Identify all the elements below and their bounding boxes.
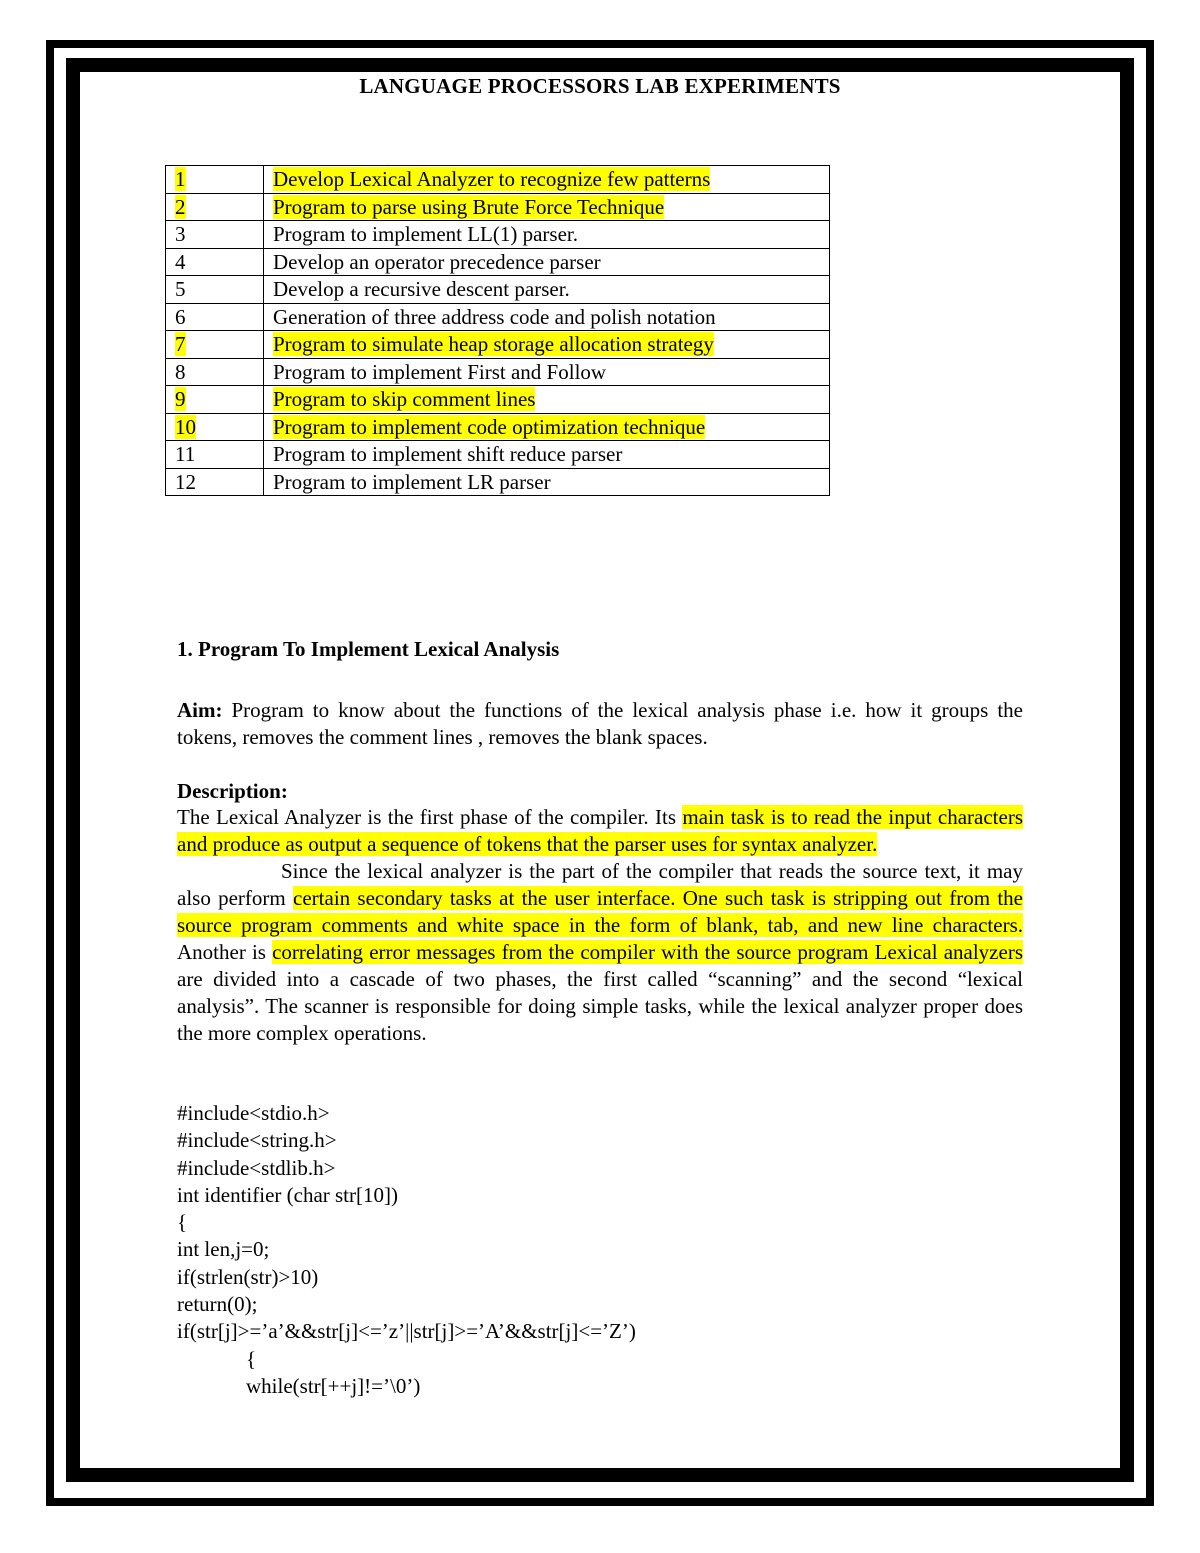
experiment-title-cell xyxy=(264,331,830,359)
experiment-number-cell xyxy=(166,413,264,441)
code-line: return(0); xyxy=(177,1292,258,1317)
experiment-title: Program to skip comment lines xyxy=(273,387,536,412)
experiment-title-cell xyxy=(264,193,830,221)
document-title: LANGUAGE PROCESSORS LAB EXPERIMENTS xyxy=(359,74,841,98)
experiment-title-cell xyxy=(264,303,830,331)
experiment-number: 3 xyxy=(175,222,186,247)
experiment-number-cell xyxy=(166,358,264,386)
code-line: int len,j=0; xyxy=(177,1237,270,1262)
table-row xyxy=(166,358,830,386)
experiment-title-cell xyxy=(264,276,830,304)
experiment-number: 8 xyxy=(175,359,186,384)
experiment-number: 2 xyxy=(175,194,186,219)
code-line: { xyxy=(177,1210,188,1235)
experiment-number-cell xyxy=(166,248,264,276)
experiment-number-cell xyxy=(166,303,264,331)
table-row xyxy=(166,386,830,414)
experiment-number-cell xyxy=(166,221,264,249)
aim-text: Program to know about the functions of the lexical analysis phase i.e. how it groups the tokens, removes the comment lines , removes the blank spaces. xyxy=(177,698,1023,749)
experiment-title-cell xyxy=(264,166,830,194)
experiment-number: 9 xyxy=(175,387,186,412)
experiment-title: Program to parse using Brute Force Technique xyxy=(273,194,665,219)
table-row xyxy=(166,221,830,249)
table-row xyxy=(166,248,830,276)
aim-paragraph xyxy=(177,697,1023,751)
code-line: if(str[j]>=’a’&&str[j]<=’z’||str[j]>=’A’&&str[j]<=’Z’) xyxy=(177,1319,636,1344)
table-row xyxy=(166,413,830,441)
experiment-number: 5 xyxy=(175,277,186,302)
text-run: The Lexical Analyzer is the first phase of the compiler. Its xyxy=(177,805,683,829)
description-body xyxy=(177,804,1023,1047)
code-line: #include<string.h> xyxy=(177,1128,337,1153)
experiment-number: 10 xyxy=(175,414,196,439)
highlighted-text: certain secondary tasks at the user interface. One such task is stripping out from the source program comments and white space in the form of blank, tab, and new line characters. xyxy=(177,886,1023,937)
experiment-number-cell xyxy=(166,441,264,469)
code-listing xyxy=(177,1100,636,1400)
experiment-number: 11 xyxy=(175,442,196,467)
experiment-title: Program to implement First and Follow xyxy=(273,359,607,384)
experiments-table xyxy=(165,165,830,496)
experiment-number-cell xyxy=(166,386,264,414)
experiment-title: Program to implement shift reduce parser xyxy=(273,442,623,467)
code-line: #include<stdlib.h> xyxy=(177,1155,336,1180)
experiment-title-cell xyxy=(264,413,830,441)
experiment-title: Generation of three address code and polish notation xyxy=(273,304,716,329)
experiment-title: Develop an operator precedence parser xyxy=(273,249,601,274)
experiment-title-cell xyxy=(264,221,830,249)
table-row xyxy=(166,166,830,194)
experiment-title: Develop Lexical Analyzer to recognize few patterns xyxy=(273,167,711,192)
experiment-title-cell xyxy=(264,358,830,386)
table-row xyxy=(166,303,830,331)
experiment-number: 12 xyxy=(175,469,196,494)
code-line: if(strlen(str)>10) xyxy=(177,1264,319,1289)
code-line: #include<stdio.h> xyxy=(177,1101,330,1125)
description-paragraph-1 xyxy=(177,804,1023,858)
code-line: { xyxy=(246,1346,257,1371)
experiment-number: 4 xyxy=(175,249,186,274)
experiment-title: Program to simulate heap storage allocation strategy xyxy=(273,332,714,357)
highlighted-text: correlating error messages from the compiler with the source program Lexical analyzers xyxy=(272,940,1023,964)
experiment-title: Develop a recursive descent parser. xyxy=(273,277,570,302)
table-row xyxy=(166,331,830,359)
experiment-number: 1 xyxy=(175,167,186,192)
experiment-number-cell xyxy=(166,193,264,221)
aim-label: Aim: xyxy=(177,698,223,722)
experiment-title: Program to implement LL(1) parser. xyxy=(273,222,579,247)
table-row xyxy=(166,193,830,221)
experiment-number-cell xyxy=(166,331,264,359)
table-row xyxy=(166,441,830,469)
experiment-title-cell xyxy=(264,248,830,276)
description-label: Description: xyxy=(177,779,288,803)
table-row xyxy=(166,468,830,496)
experiment-number-cell xyxy=(166,468,264,496)
code-line: while(str[++j]!=’\0’) xyxy=(246,1373,421,1398)
experiment-title-cell xyxy=(264,386,830,414)
experiment-title: Program to implement LR parser xyxy=(273,469,551,494)
text-run: are divided into a cascade of two phases, the first called “scanning” and the second “lexical analysis”. The scanner is responsible for doing simple tasks, while the lexical analyzer proper does the more complex operations. xyxy=(177,967,1023,1045)
text-run: Since the lexical analyzer is the part of the compiler that reads the source text, it may also perform xyxy=(177,859,1023,910)
text-run: Another is xyxy=(177,940,273,964)
table-row xyxy=(166,276,830,304)
experiment-title-cell xyxy=(264,441,830,469)
highlighted-text: main task is to read the input characters and produce as output a sequence of tokens that the parser uses for syntax analyzer. xyxy=(177,805,1023,856)
section-heading: 1. Program To Implement Lexical Analysis xyxy=(177,637,560,661)
experiment-title: Program to implement code optimization technique xyxy=(273,414,706,439)
code-line: int identifier (char str[10]) xyxy=(177,1182,398,1207)
description-paragraph-2 xyxy=(177,858,1023,1047)
experiment-number: 7 xyxy=(175,332,186,357)
experiment-title-cell xyxy=(264,468,830,496)
experiment-number-cell xyxy=(166,276,264,304)
experiment-number-cell xyxy=(166,166,264,194)
experiment-number: 6 xyxy=(175,304,186,329)
